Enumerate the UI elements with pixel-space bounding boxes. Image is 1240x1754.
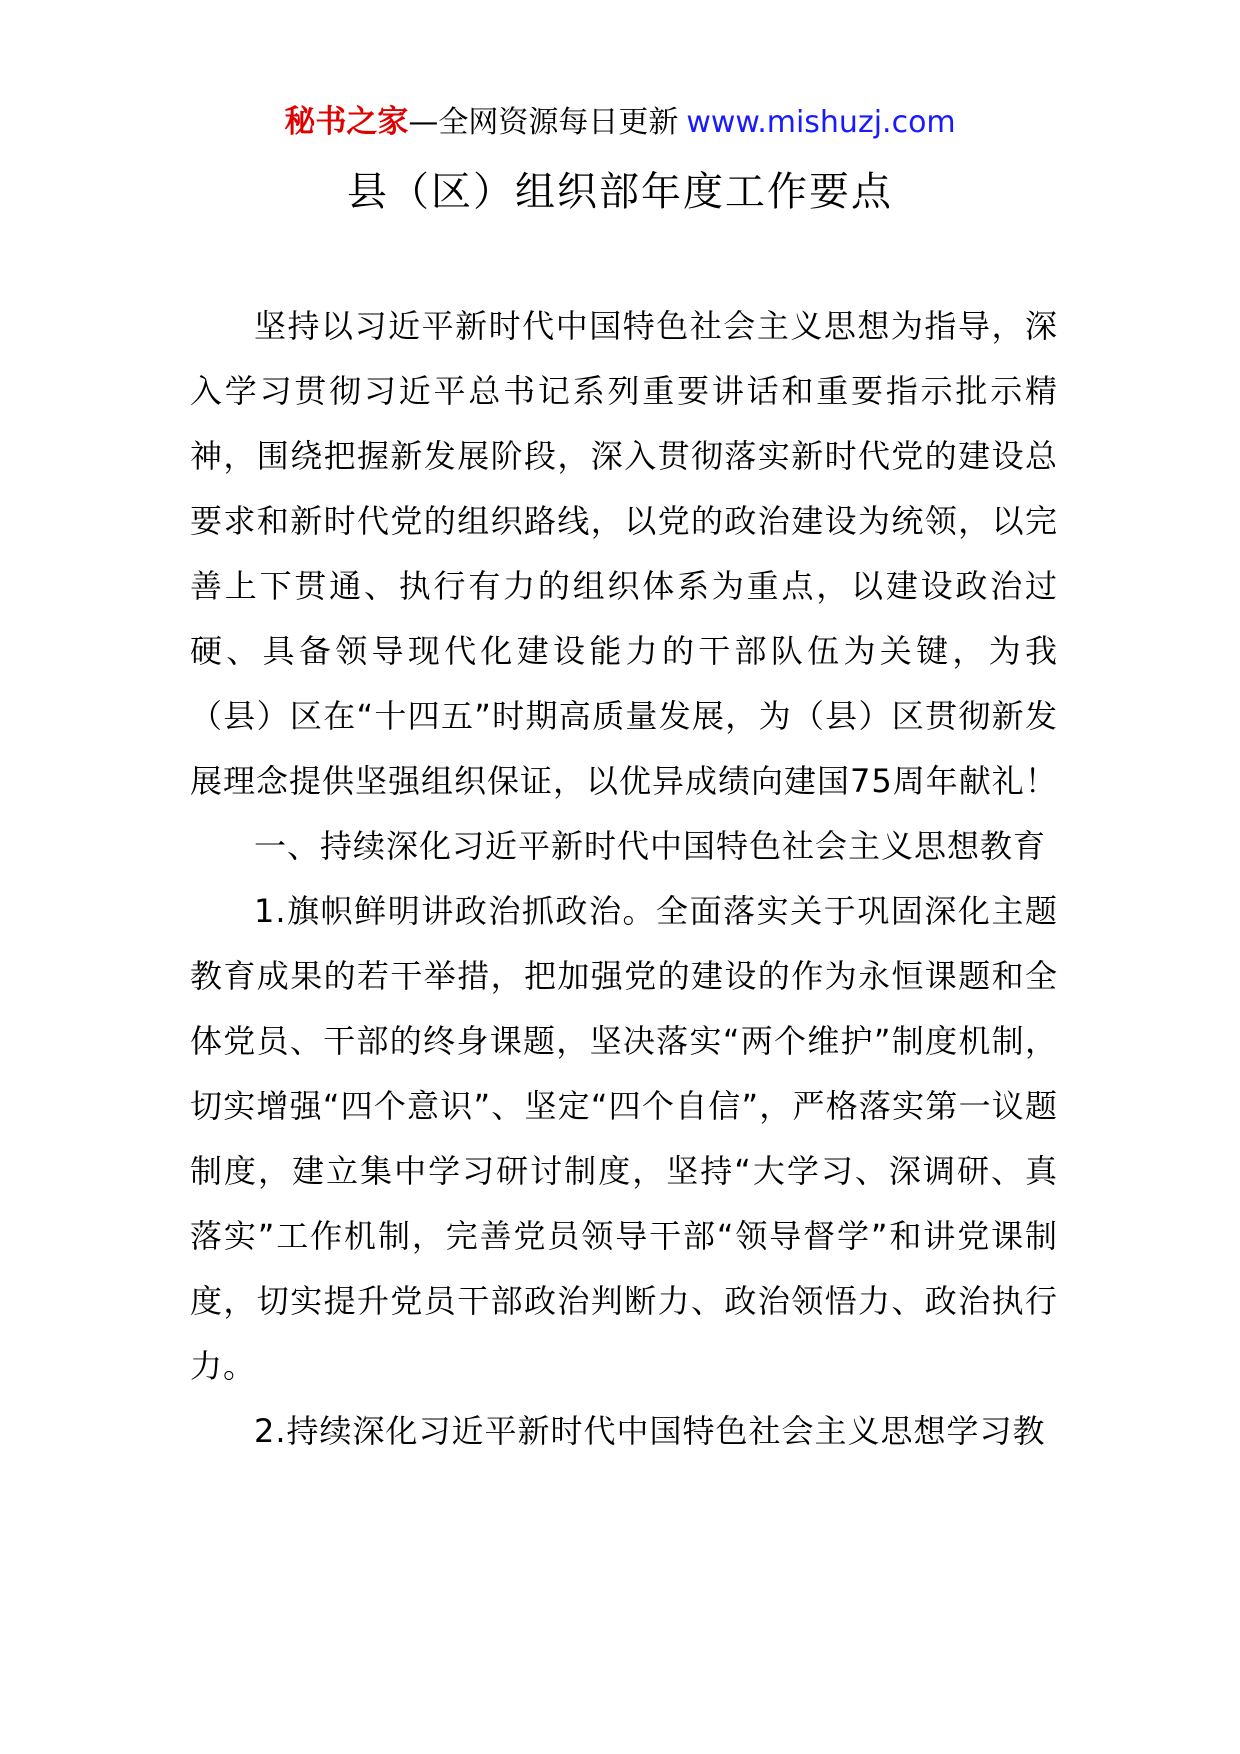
item-paragraph-1: 1.旗帜鲜明讲政治抓政治。全面落实关于巩固深化主题教育成果的若干举措，把加强党的建设的作为永恒课题和全体党员、干部的终身课题，坚决落实“两个维护”制度机制，切实增强“四个意识”、坚定“四个自信”，严格落实第一议题制度，建立集中学习研讨制度，坚持“大学习、深调研、真落实”工作机制，完善党员领导干部“领导督学”和讲党课制度，切实提升党员干部政治判断力、政治领悟力、政治执行力。	[190, 892, 1058, 1385]
item-paragraph-2: 2.持续深化习近平新时代中国特色社会主义思想学习教	[254, 1412, 1046, 1450]
document-title: 县（区）组织部年度工作要点	[347, 169, 893, 215]
site-header	[0, 100, 1240, 145]
site-slogan: —全网资源每日更新	[408, 105, 679, 140]
site-brand: 秘书之家	[284, 104, 409, 140]
intro-paragraph: 坚持以习近平新时代中国特色社会主义思想为指导，深入学习贯彻习近平总书记系列重要讲话和重要指示批示精神，围绕把握新发展阶段，深入贯彻落实新时代党的建设总要求和新时代党的组织路线，以党的政治建设为统领，以完善上下贯通、执行有力的组织体系为重点，以建设政治过硬、具备领导现代化建设能力的干部队伍为关键，为我（县）区在“十四五”时期高质量发展，为（县）区贯彻新发展理念提供坚强组织保证，以优异成绩向建国75周年献礼！	[190, 307, 1058, 800]
document-body	[190, 294, 1058, 1464]
section-heading: 一、持续深化习近平新时代中国特色社会主义思想教育	[254, 827, 1047, 865]
site-url-link[interactable]: www.mishuzj.com	[686, 105, 956, 140]
